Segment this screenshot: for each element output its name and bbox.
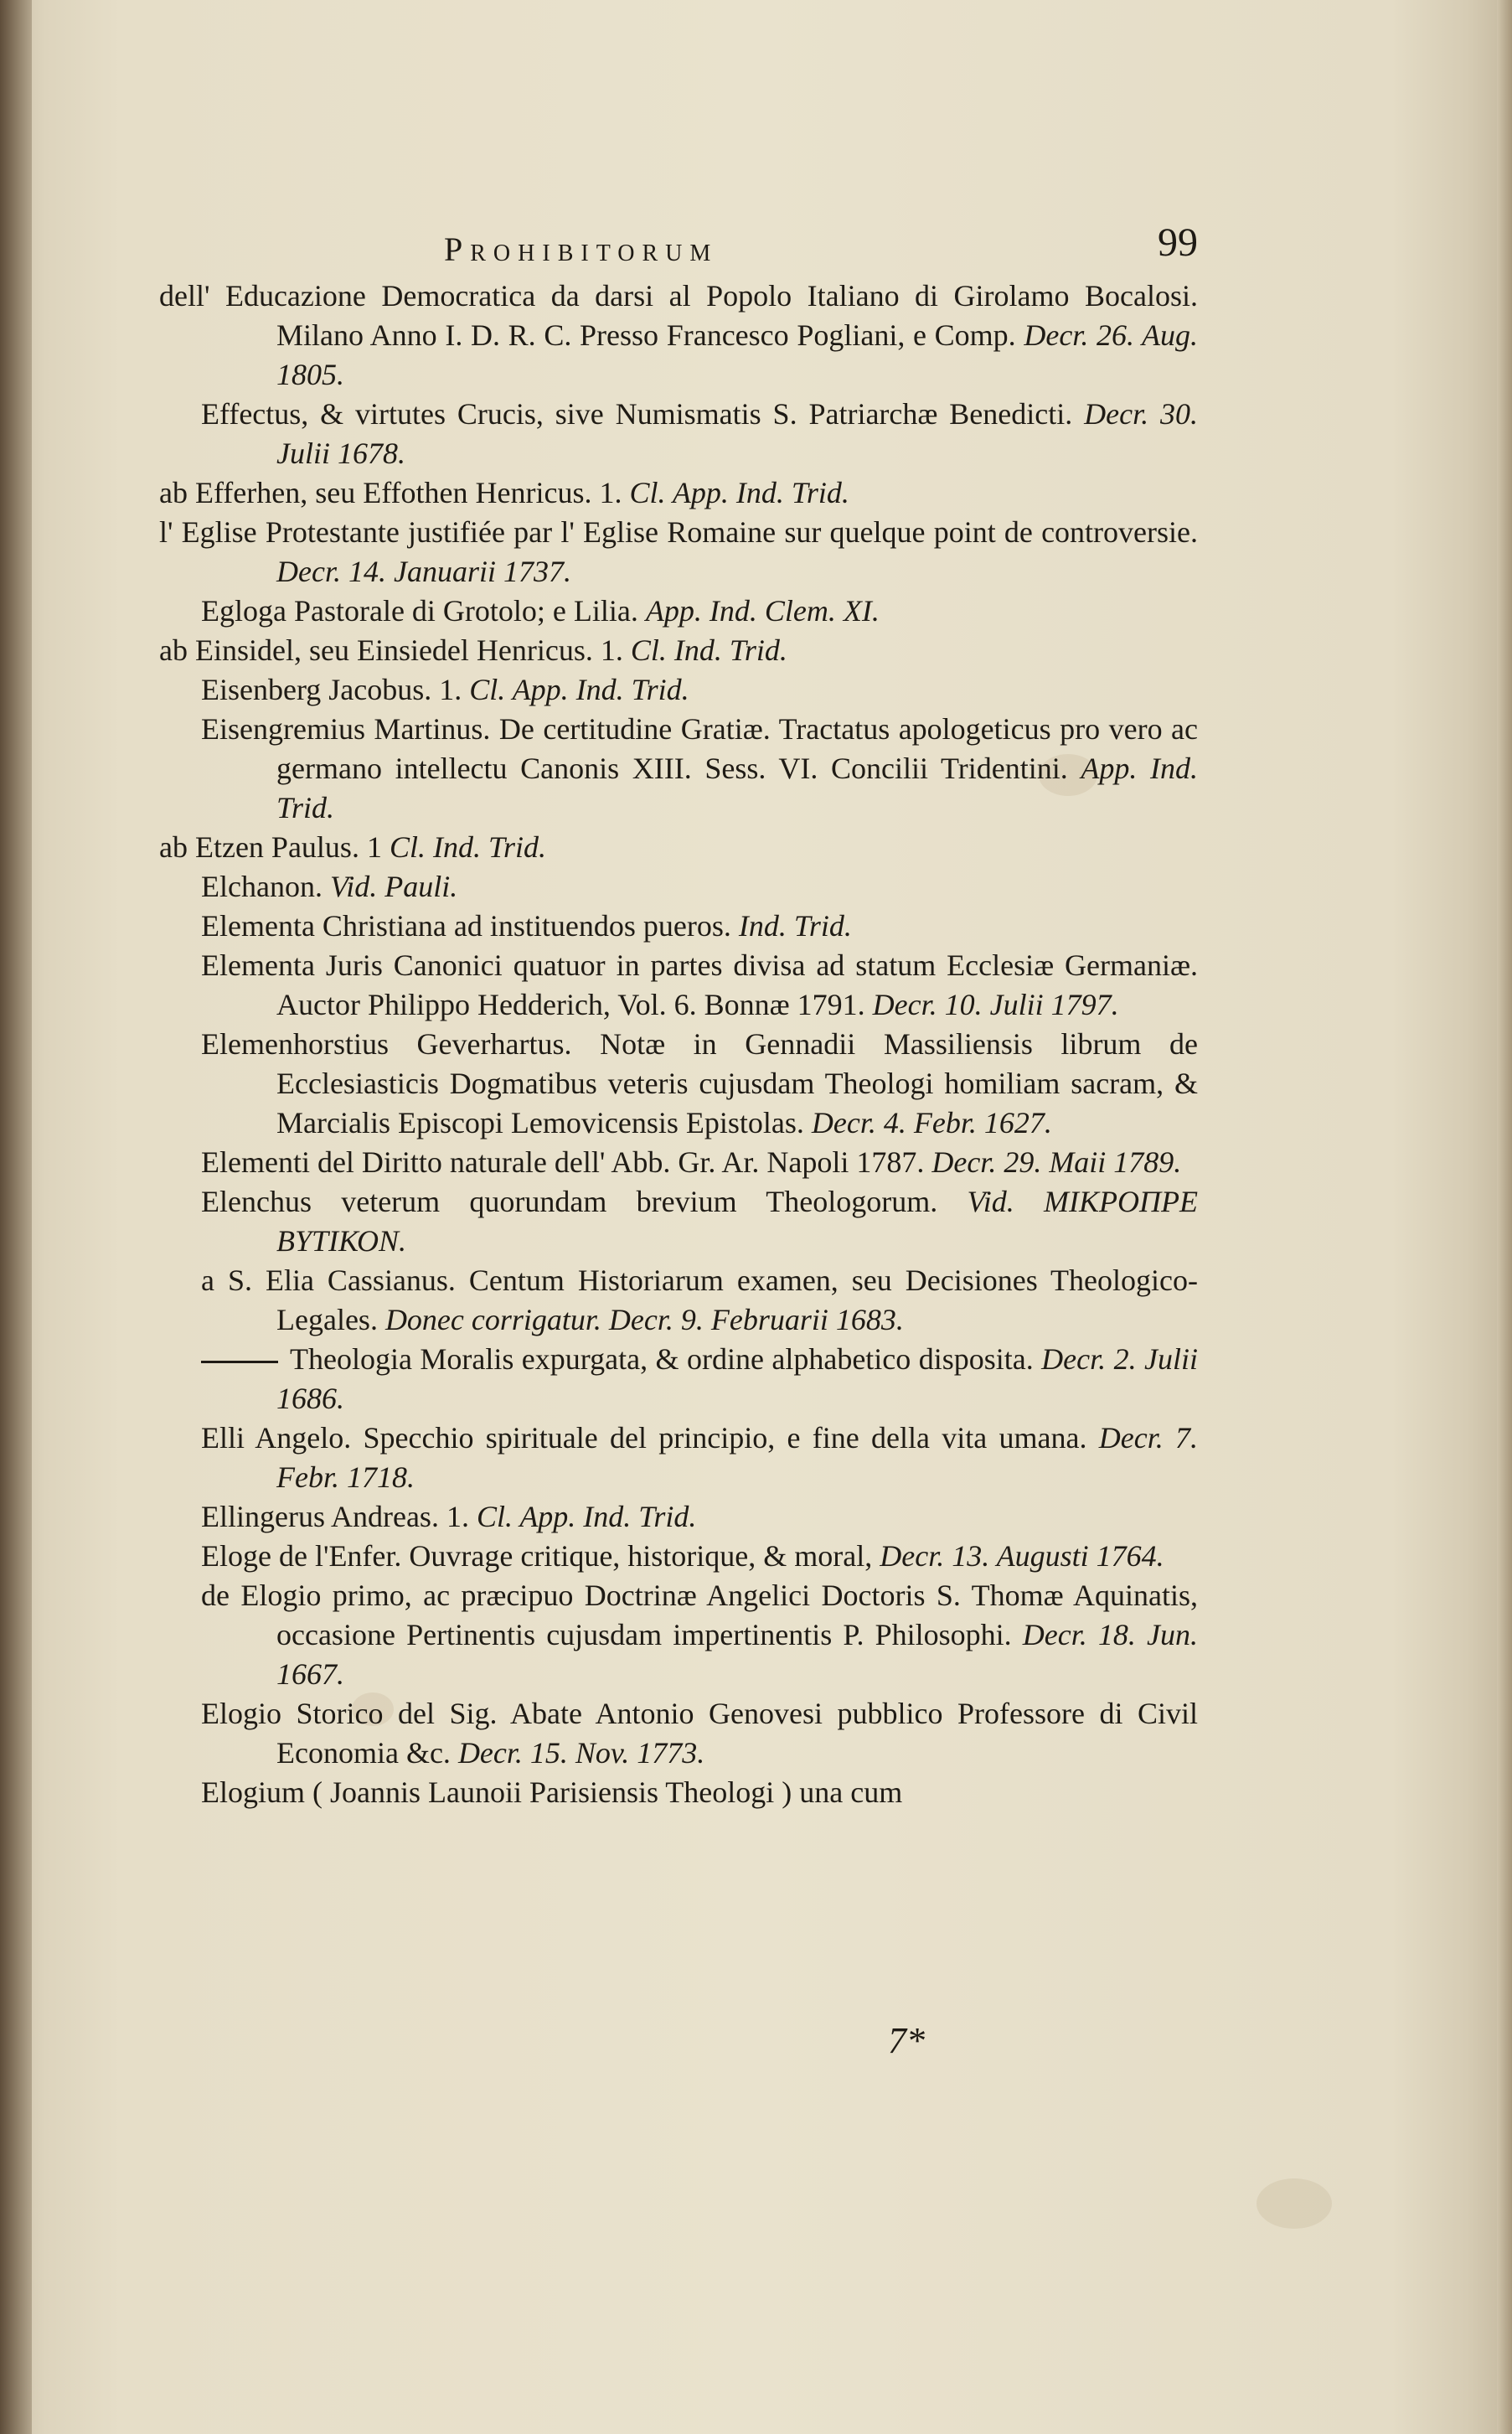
- entry-title: Eloge de l'Enfer. Ouvrage critique, historique, & moral,: [201, 1539, 873, 1573]
- entry-decree: App. Ind. Trid.: [276, 752, 1198, 824]
- entry-title: Eisenberg Jacobus. 1.: [201, 673, 462, 706]
- entry-title: Elementi del Diritto naturale dell' Abb. Gr. Ar. Napoli 1787.: [201, 1145, 925, 1179]
- index-entry: [159, 710, 1198, 828]
- entry-decree: Decr. 10. Julii 1797.: [872, 988, 1119, 1021]
- entry-title: Elementa Christiana ad instituendos pueros.: [201, 909, 731, 943]
- entry-title: Elemenhorstius Geverhartus. Notæ in Gennadii Massiliensis librum de Ecclesiasticis Dogmatibus veteris cujusdam Theologi homiliam sacram, & Marcialis Episcopi Lemovicensis Epistolas.: [201, 1027, 1198, 1139]
- entry-decree: Vid. Pauli.: [329, 870, 458, 903]
- entry-decree: Decr. 30. Julii 1678.: [276, 397, 1198, 470]
- entry-title: l' Eglise Protestante justifiée par l' Eglise Romaine sur quelque point de controversie.: [159, 515, 1198, 549]
- page-header: [159, 220, 1198, 276]
- entry-title: Theologia Moralis expurgata, & ordine alphabetico disposita.: [290, 1342, 1034, 1376]
- entry-decree: Decr. 4. Febr. 1627.: [811, 1106, 1052, 1139]
- entry-decree: Decr. 13. Augusti 1764.: [880, 1539, 1164, 1573]
- entry-title: dell' Educazione Democratica da darsi al Popolo Italiano di Girolamo Bocalosi. Milano Anno I. D. R. C. Presso Francesco Pogliani, e Comp.: [159, 279, 1198, 352]
- entry-decree: Decr. 29. Maii 1789.: [931, 1145, 1182, 1179]
- entry-title: Eisengremius Martinus. De certitudine Gratiæ. Tractatus apologeticus pro vero ac germano intellectu Canonis XIII. Sess. VI. Concilii Tridentini.: [201, 712, 1198, 785]
- index-entry: [159, 1261, 1198, 1340]
- entry-title: Elenchus veterum quorundam brevium Theologorum.: [201, 1185, 938, 1218]
- index-entry: [159, 828, 1198, 867]
- entry-decree: Ind. Trid.: [738, 909, 852, 943]
- entry-title: Effectus, & virtutes Crucis, sive Numismatis S. Patriarchæ Benedicti.: [201, 397, 1073, 431]
- entry-prefix: de: [201, 1579, 241, 1612]
- entry-decree: Vid. ΜΙΚΡΟΠΡΕ ΒΥΤΙΚΟΝ.: [276, 1185, 1199, 1258]
- entry-decree: Donec corrigatur. Decr. 9. Februarii 1683.: [384, 1303, 904, 1336]
- index-entry: [159, 946, 1198, 1025]
- index-entry: [159, 513, 1198, 592]
- entry-prefix: a: [201, 1264, 228, 1297]
- entry-title: Elli Angelo. Specchio spirituale del principio, e fine della vita umana.: [201, 1421, 1087, 1455]
- index-entry: [159, 631, 1198, 670]
- index-entry: [159, 1340, 1198, 1419]
- entry-title: ab Einsidel, seu Einsiedel Henricus. 1.: [159, 633, 623, 667]
- index-entry: [159, 670, 1198, 710]
- page-gutter-shadow: [0, 0, 32, 2434]
- entry-title: Elogio Storico del Sig. Abate Antonio Genovesi pubblico Professore di Civil Economia &c.: [201, 1697, 1198, 1770]
- ditto-dash: [201, 1361, 278, 1363]
- entry-decree: Cl. App. Ind. Trid.: [476, 1500, 697, 1533]
- entry-decree: Cl. Ind. Trid.: [630, 633, 787, 667]
- index-entry: [159, 1143, 1198, 1182]
- entry-decree: Decr. 18. Jun. 1667.: [276, 1618, 1198, 1691]
- entry-title: Elogium ( Joannis Launoii Parisiensis Theologi ) una cum: [201, 1775, 903, 1809]
- entry-title: ab Etzen Paulus. 1: [159, 830, 382, 864]
- index-entry: [159, 1773, 1198, 1812]
- index-entry: [159, 1182, 1198, 1261]
- entry-title: Egloga Pastorale di Grotolo; e Lilia.: [201, 594, 638, 628]
- entry-decree: Cl. Ind. Trid.: [389, 830, 547, 864]
- index-entry: [159, 1576, 1198, 1694]
- entry-decree: Decr. 14. Januarii 1737.: [276, 555, 571, 588]
- entry-decree: Decr. 15. Nov. 1773.: [457, 1736, 705, 1770]
- index-entry: [159, 867, 1198, 907]
- page-number: 99: [1158, 220, 1198, 265]
- foxing-spot: [1257, 2178, 1332, 2229]
- index-entry: [159, 1537, 1198, 1576]
- signature-mark: 7*: [888, 2020, 925, 2061]
- index-entry: [159, 907, 1198, 946]
- index-entry: [159, 1497, 1198, 1537]
- index-entry: [159, 1694, 1198, 1773]
- index-entry: [159, 395, 1198, 473]
- running-head: Prohibitorum: [444, 230, 719, 268]
- entry-title: Elementa Juris Canonici quatuor in partes divisa ad statum Ecclesiæ Germaniæ. Auctor Philippo Hedderich, Vol. 6. Bonnæ 1791.: [201, 948, 1198, 1021]
- entry-decree: App. Ind. Clem. XI.: [645, 594, 880, 628]
- index-entry: [159, 276, 1198, 395]
- entry-title: Elogio primo, ac præcipuo Doctrinæ Angelici Doctoris S. Thomæ Aquinatis, occasione Pertinentis cujusdam impertinentis P. Philosophi.: [240, 1579, 1198, 1651]
- index-entry: [159, 473, 1198, 513]
- entry-decree: Cl. App. Ind. Trid.: [629, 476, 849, 509]
- entry-title: S. Elia Cassianus. Centum Historiarum examen, seu Decisiones Theologico-Legales.: [227, 1264, 1198, 1336]
- index-entry: [159, 1419, 1198, 1497]
- entry-decree: Cl. App. Ind. Trid.: [469, 673, 689, 706]
- index-entry: [159, 592, 1198, 631]
- index-entry: [159, 1025, 1198, 1143]
- entry-decree: Decr. 7. Febr. 1718.: [276, 1421, 1198, 1494]
- page-edge: [1497, 0, 1512, 2434]
- entry-title: ab Efferhen, seu Effothen Henricus. 1.: [159, 476, 622, 509]
- entry-decree: Decr. 2. Julii 1686.: [276, 1342, 1198, 1415]
- entry-decree: Decr. 26. Aug. 1805.: [276, 318, 1198, 391]
- entry-title: Elchanon.: [201, 870, 323, 903]
- index-entries: [159, 276, 1198, 1812]
- entry-title: Ellingerus Andreas. 1.: [201, 1500, 469, 1533]
